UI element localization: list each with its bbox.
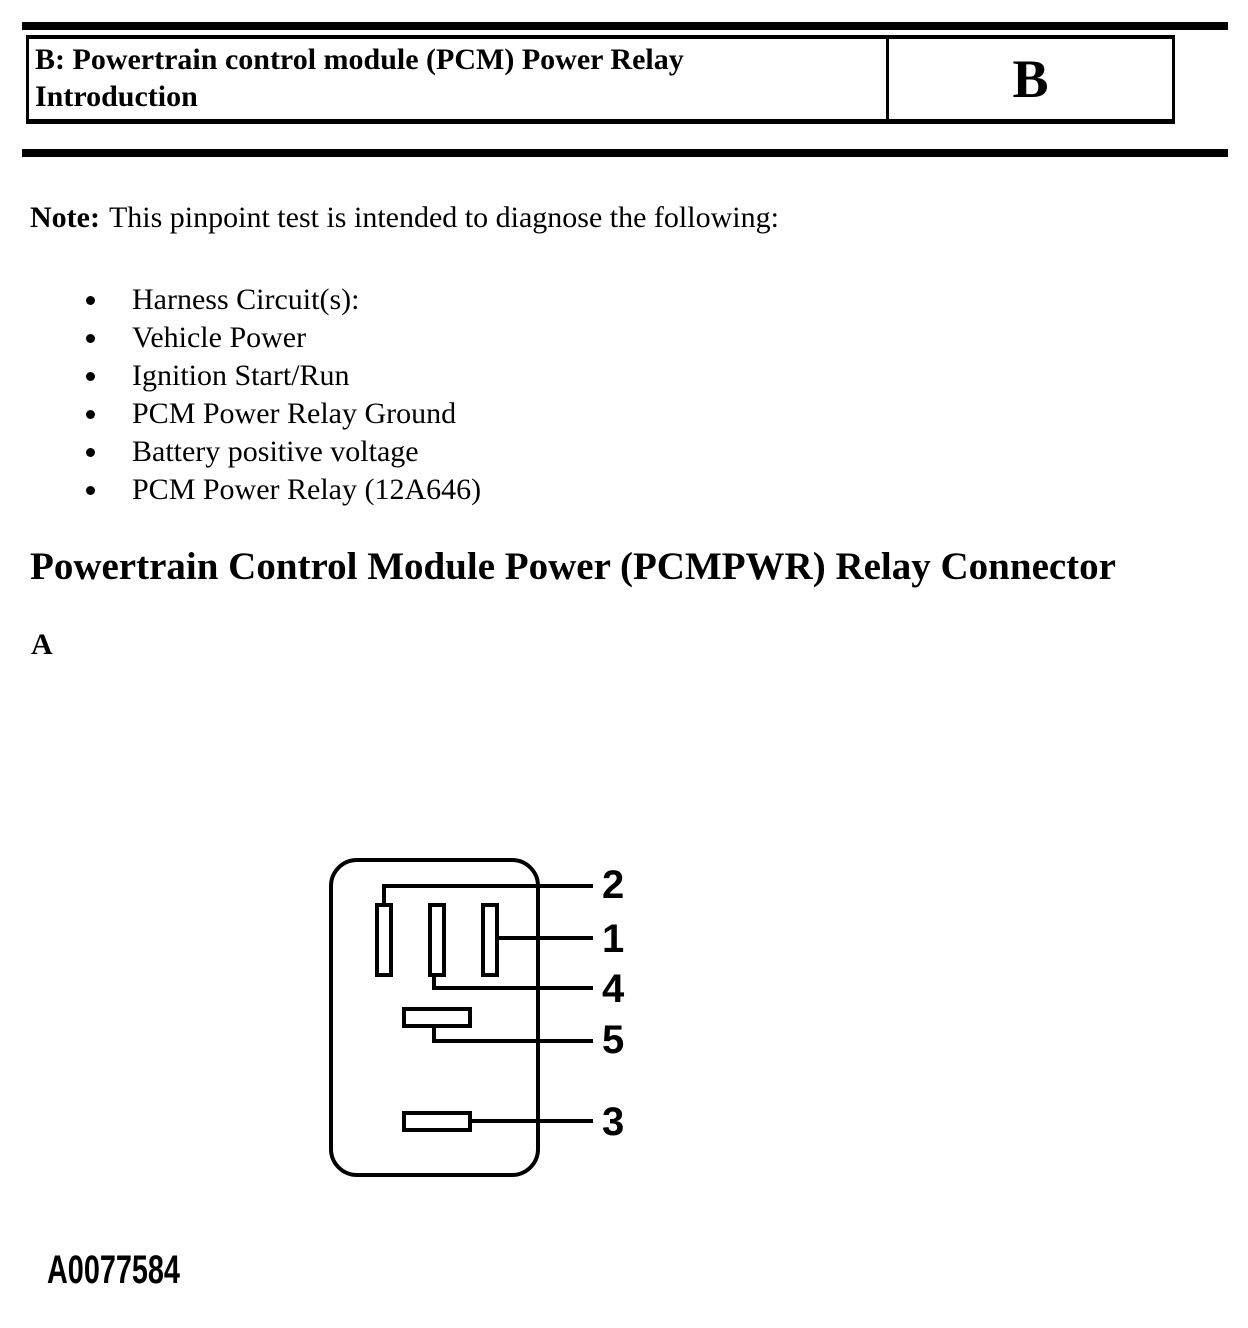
relay-connector-diagram [300,845,700,1205]
bullet-icon [86,372,95,381]
bullet-icon [86,410,95,419]
list-item [0,433,481,471]
pin-blade-vertical-middle [430,905,444,975]
pin-label-3: 3 [602,1100,625,1144]
section-letter: B [1012,49,1049,109]
figure-label: A [31,628,53,661]
header-table [26,35,1175,124]
figure-id: A0077584 [47,1248,180,1292]
note-label: Note: [30,201,100,234]
pin-label-5: 5 [602,1018,625,1062]
divider-rule [22,149,1228,157]
list-item-text: PCM Power Relay Ground [132,397,457,430]
pin-blade-vertical-left [377,905,391,975]
list-item-text: PCM Power Relay (12A646) [132,473,482,506]
bullet-icon [86,486,95,495]
list-item [0,395,481,433]
list-item [0,471,481,509]
pin-label-2: 2 [602,863,625,907]
list-item [0,357,481,395]
note-text: This pinpoint test is intended to diagnose the following: [108,201,779,234]
header-letter-cell [886,39,1172,119]
list-item-text: Vehicle Power [132,321,307,354]
pin-blade-vertical-right [483,905,497,975]
list-item-text: Battery positive voltage [132,435,419,468]
list-item [0,281,481,319]
header-title-cell [29,39,886,119]
note-paragraph [30,199,779,237]
diagnosis-list [0,281,481,509]
list-item-text: Ignition Start/Run [132,359,350,392]
header-title-line1: B: Powertrain control module (PCM) Power Relay [35,43,684,76]
trace-pin-4 [434,973,593,988]
bullet-icon [86,296,95,305]
bullet-icon [86,334,95,343]
list-item [0,319,481,357]
bullet-icon [86,448,95,457]
section-heading: Powertrain Control Module Power (PCMPWR) Relay Connector [30,545,1116,588]
pin-blade-horizontal-lower [404,1113,470,1130]
pin-blade-horizontal-upper [404,1009,470,1026]
pin-label-1: 1 [602,917,625,961]
pin-label-4: 4 [602,967,625,1011]
list-item-text: Harness Circuit(s): [132,283,360,316]
top-rule [22,22,1228,30]
header-title-line2: Introduction [35,80,198,113]
